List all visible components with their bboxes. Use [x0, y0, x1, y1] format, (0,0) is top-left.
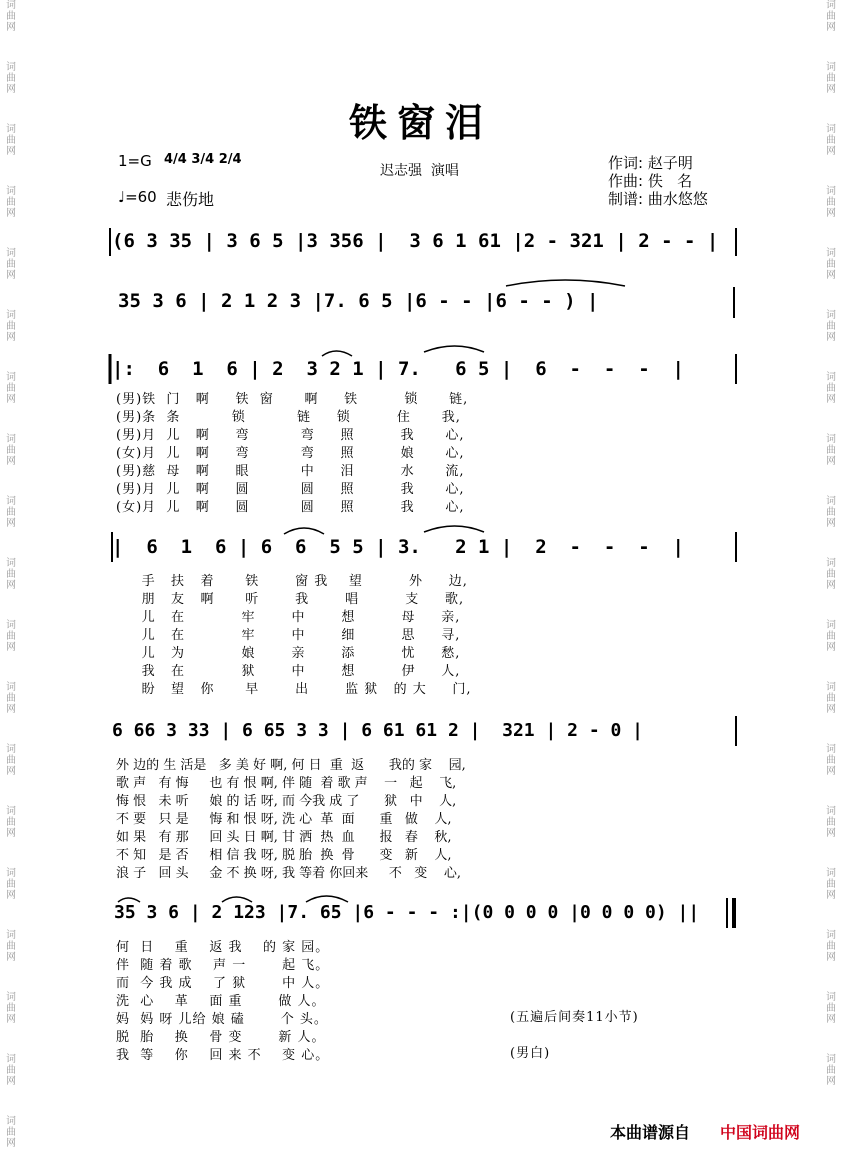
- watermark-left-7: 词 曲 网: [6, 372, 16, 405]
- watermark-left-18: 词 曲 网: [6, 1054, 16, 1087]
- watermark-right-9: 词 曲 网: [826, 496, 836, 529]
- score-line-5-lyric-5: 如 果 有 那 回 头 日 啊, 甘 洒 热 血 报 春 秋,: [116, 830, 452, 845]
- song-title: 铁窗泪: [348, 101, 493, 145]
- watermark-right-1: 词 曲 网: [826, 0, 836, 33]
- score-line-3-lyric-3: (男)月 儿 啊 弯 弯 照 我 心,: [116, 428, 465, 443]
- score-line-4-lyric-5: 儿 为 娘 亲 添 忧 愁,: [116, 646, 461, 661]
- score-line-2-notes: 35 3 6 | 2 1 2 3 |7. 6 5 |6 - - |6 - - ) |: [118, 290, 599, 312]
- time-signature: 4/4 3/4 2/4: [164, 152, 242, 167]
- watermark-right-16: 词 曲 网: [826, 930, 836, 963]
- score-line-6-lyric-6: 脱 胎 换 骨 变 新 人。: [116, 1030, 326, 1045]
- watermark-right-10: 词 曲 网: [826, 558, 836, 591]
- watermark-right-17: 词 曲 网: [826, 992, 836, 1025]
- spoken-note: (男白): [510, 1046, 551, 1061]
- watermark-left-8: 词 曲 网: [6, 434, 16, 467]
- score-line-5-lyric-2: 歌 声 有 悔 也 有 恨 啊, 伴 随 着 歌 声 一 起 飞,: [116, 776, 457, 791]
- score-line-5-lyric-3: 悔 恨 未 听 娘 的 话 呀, 而 今我 成 了 狱 中 人,: [116, 794, 457, 809]
- singer-credit: 迟志强 演唱: [380, 163, 459, 179]
- tempo-marking: ♩=60: [118, 188, 157, 206]
- score-line-3-notes: |: 6 1 6 | 2 3 2 1 | 7. 6 5 | 6 - - - |: [112, 358, 684, 380]
- score-line-4-lyric-6: 我 在 狱 中 想 伊 人,: [116, 664, 461, 679]
- watermark-right-4: 词 曲 网: [826, 186, 836, 219]
- watermark-left-9: 词 曲 网: [6, 496, 16, 529]
- composer-credit: 作曲: 佚 名: [608, 172, 693, 190]
- watermark-left-3: 词 曲 网: [6, 124, 16, 157]
- watermark-left-12: 词 曲 网: [6, 682, 16, 715]
- score-line-4-lyric-7: 盼 望 你 早 出 监 狱 的 大 门,: [116, 682, 472, 697]
- watermark-right-15: 词 曲 网: [826, 868, 836, 901]
- arranger-credit: 制谱: 曲水悠悠: [608, 190, 708, 208]
- watermark-left-10: 词 曲 网: [6, 558, 16, 591]
- lyricist-credit: 作词: 赵子明: [608, 154, 693, 172]
- watermark-left-11: 词 曲 网: [6, 620, 16, 653]
- score-line-3-lyric-6: (男)月 儿 啊 圆 圆 照 我 心,: [116, 482, 465, 497]
- watermark-left-2: 词 曲 网: [6, 62, 16, 95]
- score-line-6-lyric-2: 伴 随 着 歌 声 一 起 飞。: [116, 958, 330, 973]
- watermark-right-2: 词 曲 网: [826, 62, 836, 95]
- watermark-left-1: 词 曲 网: [6, 0, 16, 33]
- score-line-4-lyric-4: 儿 在 牢 中 细 思 寻,: [116, 628, 461, 643]
- score-line-6-lyric-7: 我 等 你 回 来 不 变 心。: [116, 1048, 330, 1063]
- score-line-6-lyric-3: 而 今 我 成 了 狱 中 人。: [116, 976, 330, 991]
- watermark-right-7: 词 曲 网: [826, 372, 836, 405]
- score-line-3-lyric-1: (男)铁 门 啊 铁 窗 啊 铁 锁 链,: [116, 392, 469, 407]
- score-line-3-lyric-5: (男)慈 母 啊 眼 中 泪 水 流,: [116, 464, 465, 479]
- watermark-right-6: 词 曲 网: [826, 310, 836, 343]
- score-line-1-notes: (6 3 35 | 3 6 5 |3 356 | 3 6 1 61 |2 - 321 | 2 - - |: [112, 230, 719, 252]
- watermark-right-11: 词 曲 网: [826, 620, 836, 653]
- watermark-left-5: 词 曲 网: [6, 248, 16, 281]
- watermark-left-14: 词 曲 网: [6, 806, 16, 839]
- score-line-4-notes: | 6 1 6 | 6 6 5 5 | 3. 2 1 | 2 - - - |: [112, 536, 684, 558]
- score-line-5-lyric-6: 不 知 是 否 相 信 我 呀, 脱 胎 换 骨 变 新 人,: [116, 848, 452, 863]
- score-line-6-notes: 35 3 6 | 2 123 |7. 65 |6 - - - :|(0 0 0 0 |0 0 0 0) ||: [114, 902, 700, 923]
- score-line-5-lyric-4: 不 要 只 是 悔 和 恨 呀, 洗 心 革 面 重 做 人,: [116, 812, 452, 827]
- watermark-left-13: 词 曲 网: [6, 744, 16, 777]
- watermark-left-16: 词 曲 网: [6, 930, 16, 963]
- score-line-5-lyric-1: 外 边的 生 活是 多 美 好 啊, 何 日 重 返 我的 家 园,: [116, 758, 466, 773]
- watermark-left-15: 词 曲 网: [6, 868, 16, 901]
- score-line-6-lyric-4: 洗 心 革 面 重 做 人。: [116, 994, 326, 1009]
- score-line-5-notes: 6 66 3 33 | 6 65 3 3 | 6 61 61 2 | 321 | 2 - 0 |: [112, 720, 644, 741]
- watermark-left-17: 词 曲 网: [6, 992, 16, 1025]
- watermark-left-19: 词 曲 网: [6, 1116, 16, 1149]
- interlude-note: (五遍后间奏11小节): [510, 1010, 639, 1025]
- watermark-right-8: 词 曲 网: [826, 434, 836, 467]
- score-line-4-lyric-2: 朋 友 啊 听 我 唱 支 歌,: [116, 592, 465, 607]
- watermark-right-18: 词 曲 网: [826, 1054, 836, 1087]
- expression-marking: 悲伤地: [166, 190, 215, 209]
- source-label: 本曲谱源自: [610, 1123, 691, 1142]
- watermark-left-6: 词 曲 网: [6, 310, 16, 343]
- score-line-4-lyric-1: 手 扶 着 铁 窗 我 望 外 边,: [116, 574, 468, 589]
- score-line-3-lyric-4: (女)月 儿 啊 弯 弯 照 娘 心,: [116, 446, 465, 461]
- watermark-left-4: 词 曲 网: [6, 186, 16, 219]
- score-line-6-lyric-5: 妈 妈 呀 儿给 娘 磕 个 头。: [116, 1012, 328, 1027]
- watermark-right-3: 词 曲 网: [826, 124, 836, 157]
- score-line-3-lyric-7: (女)月 儿 啊 圆 圆 照 我 心,: [116, 500, 465, 515]
- watermark-right-13: 词 曲 网: [826, 744, 836, 777]
- score-line-4-lyric-3: 儿 在 牢 中 想 母 亲,: [116, 610, 461, 625]
- watermark-right-12: 词 曲 网: [826, 682, 836, 715]
- key-signature: 1=G: [118, 152, 152, 170]
- score-line-3-lyric-2: (男)条 条 锁 链 锁 住 我,: [116, 410, 461, 425]
- watermark-right-5: 词 曲 网: [826, 248, 836, 281]
- watermark-right-14: 词 曲 网: [826, 806, 836, 839]
- source-site-link[interactable]: 中国词曲网: [720, 1123, 801, 1142]
- score-line-5-lyric-7: 浪 子 回 头 金 不 换 呀, 我 等着 你回来 不 变 心,: [116, 866, 461, 881]
- score-line-6-lyric-1: 何 日 重 返 我 的 家 园。: [116, 940, 330, 955]
